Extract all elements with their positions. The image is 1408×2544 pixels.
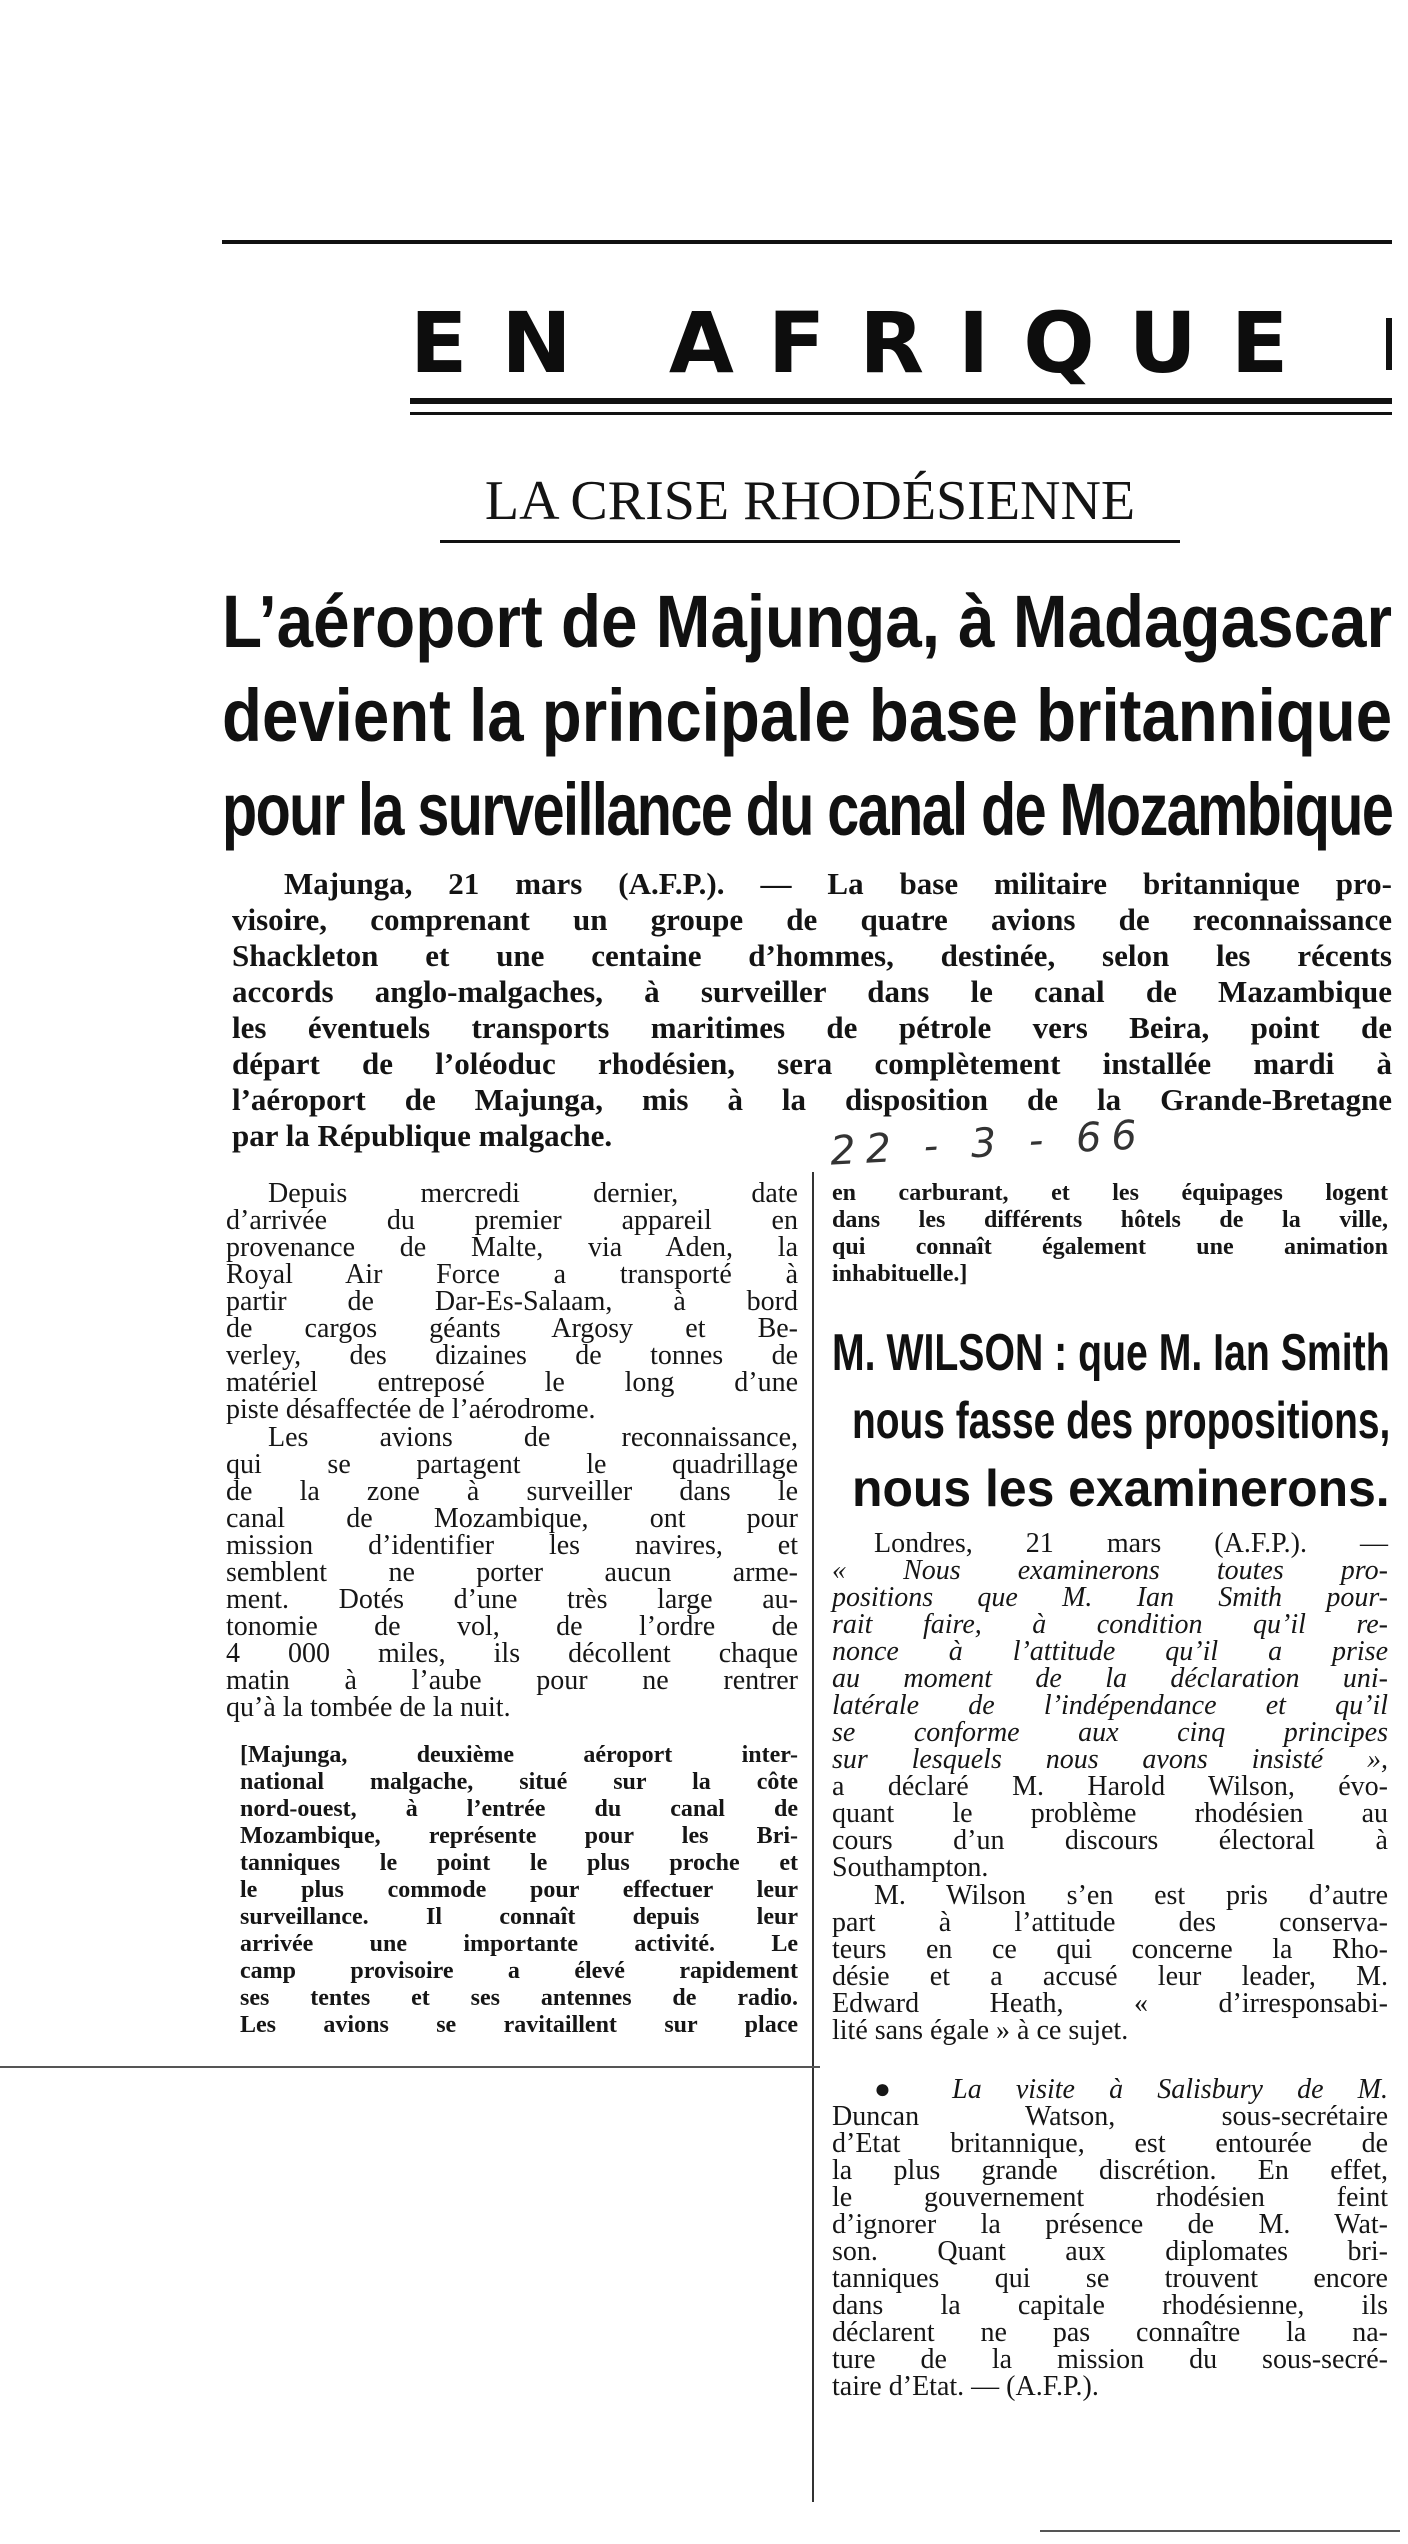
body-line: désie et a accusé leur leader, M. bbox=[832, 1961, 1388, 1992]
editor-note-line: Les avions se ravitaillent sur place bbox=[240, 2012, 798, 2038]
body-line: d’ignorer la présence de M. Wat- bbox=[832, 2209, 1388, 2240]
body-line: Duncan Watson, sous-secrétaire bbox=[832, 2101, 1388, 2132]
body-line: dans la capitale rhodésienne, ils bbox=[832, 2290, 1388, 2321]
body-line: Royal Air Force a transporté à bbox=[226, 1259, 798, 1290]
editor-note-line: tanniques le point le plus proche et bbox=[240, 1850, 798, 1876]
body-line: a déclaré M. Harold Wilson, évo- bbox=[832, 1771, 1388, 1802]
body-line: tanniques qui se trouvent encore bbox=[832, 2263, 1388, 2294]
lead-line: par la République malgache. bbox=[232, 1118, 613, 1153]
body-line: Depuis mercredi dernier, date bbox=[268, 1178, 798, 1209]
editor-note-line: nord-ouest, à l’entrée du canal de bbox=[240, 1796, 798, 1822]
lead-line: Shackleton et une centaine d’hommes, destinée, selon les récents bbox=[232, 938, 1392, 973]
body-line: son. Quant aux diplomates bri- bbox=[832, 2236, 1388, 2267]
section-double-rule-top bbox=[410, 398, 1392, 404]
cut-line bbox=[0, 2066, 820, 2068]
editor-note-line: arrivée une importante activité. Le bbox=[240, 1931, 798, 1957]
body-line: se conforme aux cinq principes bbox=[832, 1717, 1388, 1748]
lead-line: l’aéroport de Majunga, mis à la disposition de la Grande-Bretagne bbox=[232, 1082, 1392, 1117]
subhead-line-3: nous les examinerons. bbox=[852, 1460, 1390, 1518]
handwritten-date-annotation: 22 - 3 - 66 bbox=[829, 1112, 1148, 1175]
editor-note-line: [Majunga, deuxième aéroport inter- bbox=[240, 1742, 798, 1768]
lead-line: accords anglo-malgaches, à surveiller dans le canal de Mazambique bbox=[232, 974, 1392, 1009]
body-line: déclarent ne pas connaître la na- bbox=[832, 2317, 1388, 2348]
editor-note-line: surveillance. Il connaît depuis leur bbox=[240, 1904, 798, 1930]
body-line: ture de la mission du sous-secré- bbox=[832, 2344, 1388, 2375]
body-line: teurs en ce qui concerne la Rho- bbox=[832, 1934, 1388, 1965]
section-title: EN AFRIQUE bbox=[410, 294, 1323, 392]
body-line: verley, des dizaines de tonnes de bbox=[226, 1340, 798, 1371]
editor-note-line: qui connaît également une animation bbox=[832, 1234, 1388, 1260]
body-line: la plus grande discrétion. En effet, bbox=[832, 2155, 1388, 2186]
body-line: le gouvernement rhodésien feint bbox=[832, 2182, 1388, 2213]
body-line: 4 000 miles, ils décollent chaque bbox=[226, 1638, 798, 1669]
body-line: latérale de l’indépendance et qu’il bbox=[832, 1690, 1388, 1721]
body-line: taire d’Etat. — (A.F.P.). bbox=[832, 2371, 1099, 2402]
body-line: part à l’attitude des conserva- bbox=[832, 1907, 1388, 1938]
editor-note-line: Mozambique, représente pour les Bri- bbox=[240, 1823, 798, 1849]
body-line: qu’à la tombée de la nuit. bbox=[226, 1692, 511, 1723]
body-line: de la zone à surveiller dans le bbox=[226, 1476, 798, 1507]
body-line: qui se partagent le quadrillage bbox=[226, 1449, 798, 1480]
body-line: sur lesquels nous avons insisté », bbox=[832, 1744, 1388, 1775]
editor-note-line: national malgache, situé sur la côte bbox=[240, 1769, 798, 1795]
lead-line: les éventuels transports maritimes de pétrole vers Beira, point de bbox=[232, 1010, 1392, 1045]
body-line: d’arrivée du premier appareil en bbox=[226, 1205, 798, 1236]
body-line: mission d’identifier les navires, et bbox=[226, 1530, 798, 1561]
body-line: lité sans égale » à ce sujet. bbox=[832, 2015, 1129, 2046]
bottom-cut-line bbox=[1040, 2530, 1400, 2532]
lead-line: visoire, comprenant un groupe de quatre avions de reconnaissance bbox=[232, 902, 1392, 937]
editor-note-line: le plus commode pour effectuer leur bbox=[240, 1877, 798, 1903]
editor-note-line: camp provisoire a élevé rapidement bbox=[240, 1958, 798, 1984]
headline-line-1: L’aéroport de Majunga, à Madagascar bbox=[222, 580, 1393, 663]
body-line: Londres, 21 mars (A.F.P.). — bbox=[874, 1528, 1388, 1559]
body-line: de cargos géants Argosy et Be- bbox=[226, 1313, 798, 1344]
body-line: ment. Dotés d’une très large au- bbox=[226, 1584, 798, 1615]
body-line: provenance de Malte, via Aden, la bbox=[226, 1232, 798, 1263]
body-line: d’Etat britannique, est entourée de bbox=[832, 2128, 1388, 2159]
body-line: « Nous examinerons toutes pro- bbox=[832, 1555, 1388, 1586]
body-line: nonce à l’attitude qu’il a prise bbox=[832, 1636, 1388, 1667]
headline-line-2: devient la principale base britannique bbox=[222, 674, 1393, 757]
body-line: semblent ne porter aucun arme- bbox=[226, 1557, 798, 1588]
lead-line: Majunga, 21 mars (A.F.P.). — La base militaire britannique pro- bbox=[284, 866, 1392, 901]
body-line: Edward Heath, « d’irresponsabi- bbox=[832, 1988, 1388, 2019]
lead-line: départ de l’oléoduc rhodésien, sera complètement installée mardi à bbox=[232, 1046, 1392, 1081]
kicker-heading: LA CRISE RHODÉSIENNE bbox=[440, 462, 1180, 543]
body-line: cours d’un discours électoral à bbox=[832, 1825, 1388, 1856]
column-divider bbox=[812, 1172, 814, 2502]
body-line: piste désaffectée de l’aérodrome. bbox=[226, 1394, 596, 1425]
body-line: matériel entreposé le long d’une bbox=[226, 1367, 798, 1398]
body-line: Les avions de reconnaissance, bbox=[268, 1422, 798, 1453]
body-line: rait faire, à condition qu’il re- bbox=[832, 1609, 1388, 1640]
body-line: matin à l’aube pour ne rentrer bbox=[226, 1665, 798, 1696]
body-line: M. Wilson s’en est pris d’autre bbox=[874, 1880, 1388, 1911]
editor-note-line: dans les différents hôtels de la ville, bbox=[832, 1207, 1388, 1233]
body-line: partir de Dar-Es-Salaam, à bord bbox=[226, 1286, 798, 1317]
headline-line-3: pour la surveillance du canal de Mozambique bbox=[222, 768, 1393, 851]
editor-note-line: en carburant, et les équipages logent bbox=[832, 1180, 1388, 1206]
editor-note-line: inhabituelle.] bbox=[832, 1261, 968, 1287]
body-line: tonomie de vol, de l’ordre de bbox=[226, 1611, 798, 1642]
section-double-rule-bottom bbox=[410, 412, 1392, 415]
body-line: positions que M. Ian Smith pour- bbox=[832, 1582, 1388, 1613]
subhead-line-2: nous fasse des propositions, bbox=[852, 1392, 1391, 1450]
section-title-ornament bbox=[1386, 318, 1392, 370]
body-line: quant le problème rhodésien au bbox=[832, 1798, 1388, 1829]
body-line: ● La visite à Salisbury de M. bbox=[874, 2074, 1388, 2105]
subhead-line-1: M. WILSON : que M. Ian Smith bbox=[832, 1324, 1390, 1382]
editor-note-line: ses tentes et ses antennes de radio. bbox=[240, 1985, 798, 2011]
top-rule bbox=[222, 240, 1392, 244]
body-line: au moment de la déclaration uni- bbox=[832, 1663, 1388, 1694]
body-line: Southampton. bbox=[832, 1852, 989, 1883]
body-line: canal de Mozambique, ont pour bbox=[226, 1503, 798, 1534]
